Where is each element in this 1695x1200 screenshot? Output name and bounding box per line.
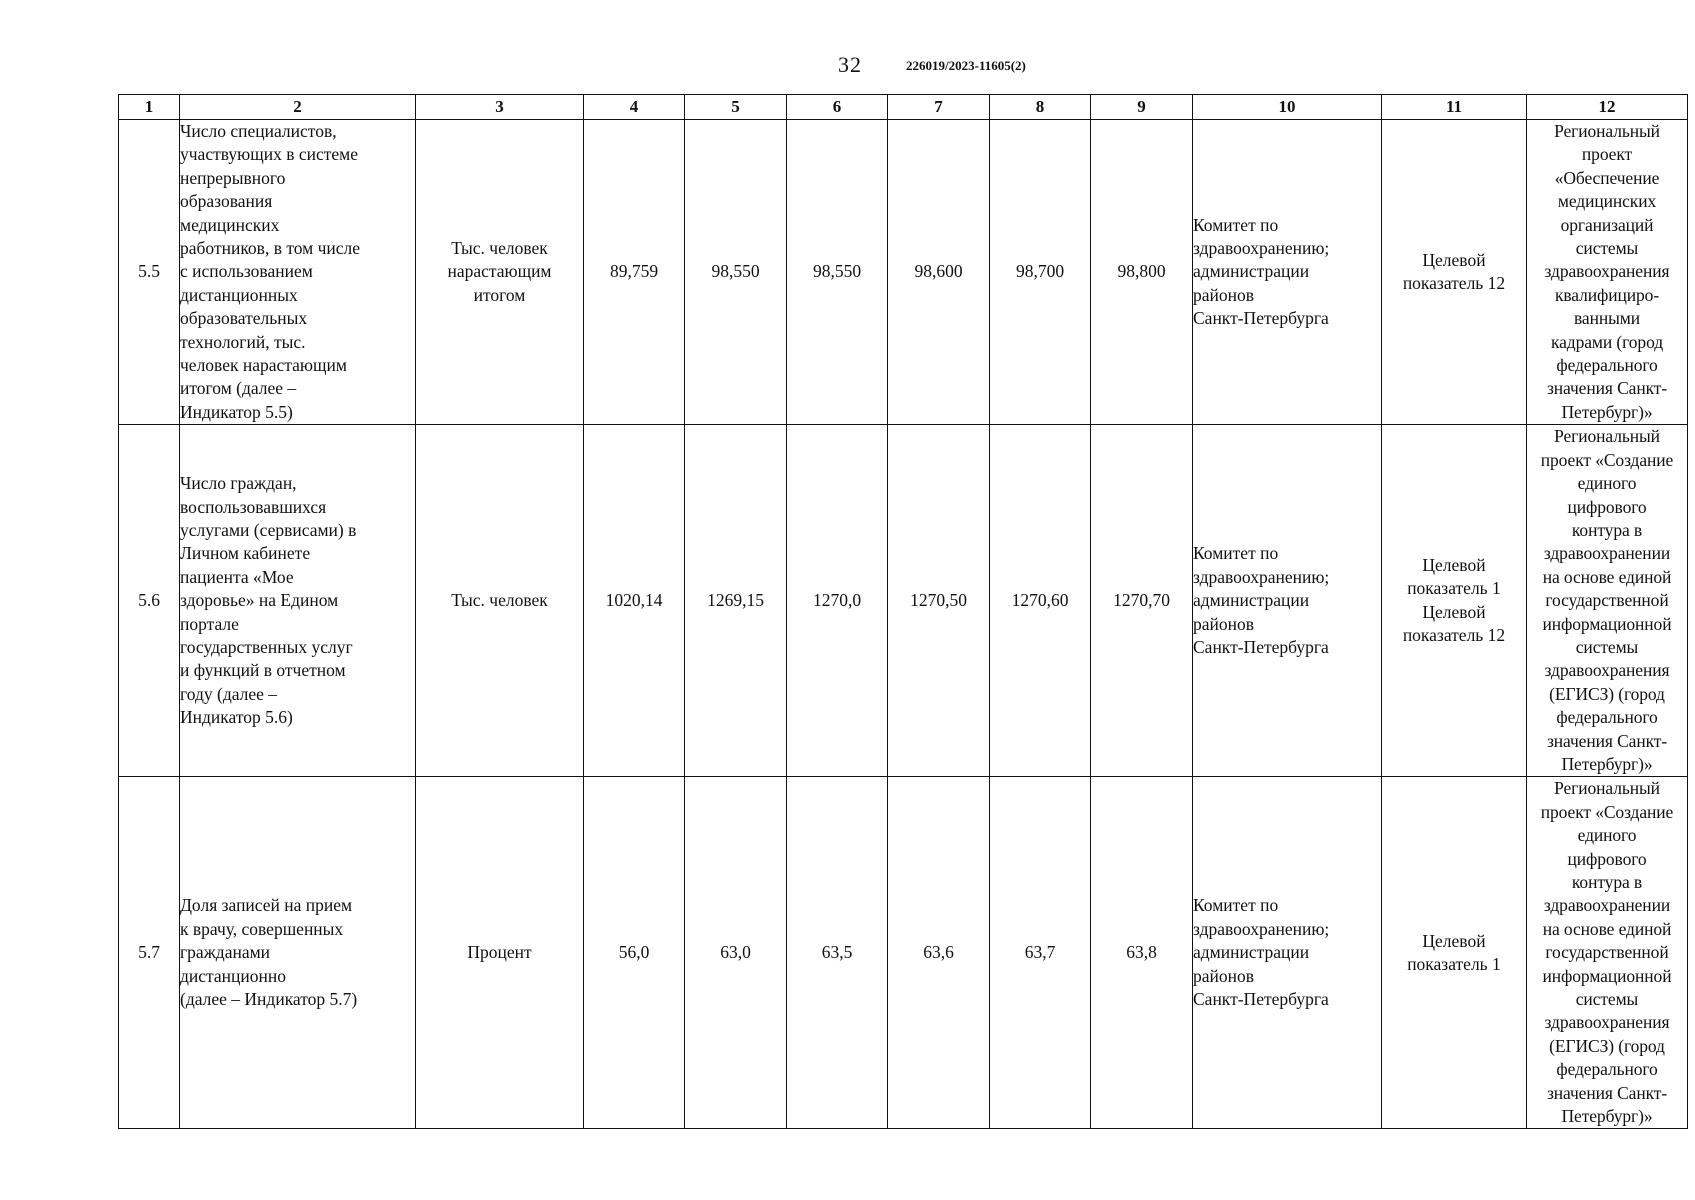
text-line: здоровье» на Едином [180, 590, 339, 611]
column-number: 9 [1091, 95, 1193, 120]
text-line: ванными [1573, 308, 1641, 329]
text-line: работников, в том числе [180, 238, 361, 259]
text-line: федерального [1556, 355, 1658, 376]
text-line: дистанционных [180, 284, 298, 305]
text-line: гражданами [180, 942, 271, 963]
text-line: цифрового [1567, 496, 1647, 517]
value-cell: 1270,50 [888, 425, 990, 777]
text-line: районов [1193, 965, 1255, 986]
text-line: проект [1581, 144, 1633, 165]
unit-cell [416, 777, 584, 1129]
text-line: районов [1193, 284, 1255, 305]
text-line: с использованием [180, 261, 313, 282]
column-number: 6 [787, 95, 888, 120]
text-line: федерального [1556, 707, 1658, 728]
text-line: системы [1575, 989, 1639, 1010]
text-line: Тыс. человек [451, 238, 548, 259]
indicator-description [180, 777, 416, 1129]
value-cell: 63,8 [1091, 777, 1193, 1129]
text-line: Доля записей на прием [180, 895, 353, 916]
text-line: единого [1577, 473, 1637, 494]
text-line: воспользовавшихся [180, 496, 327, 517]
table-row [119, 120, 1688, 425]
text-line: организаций [1560, 214, 1654, 235]
text-line: Личном кабинете [180, 543, 311, 564]
text-line: итогом (далее – [180, 378, 297, 399]
text-line: Региональный [1554, 778, 1660, 799]
text-line: «Обеспечение [1554, 167, 1660, 188]
text-line: Число специалистов, [180, 121, 337, 141]
text-line: Санкт-Петербурга [1193, 636, 1329, 657]
text-line: районов [1193, 613, 1255, 634]
value-cell: 89,759 [584, 120, 685, 425]
value-cell: 63,0 [685, 777, 787, 1129]
target-cell [1382, 120, 1527, 425]
text-line: и функций в отчетном [180, 660, 346, 681]
text-line: администрации [1193, 590, 1310, 611]
text-line: медицинских [180, 214, 280, 235]
text-line: значения Санкт- [1546, 730, 1668, 751]
value-cell: 1269,15 [685, 425, 787, 777]
text-line: (далее – Индикатор 5.7) [180, 989, 358, 1010]
text-line: Санкт-Петербурга [1193, 308, 1329, 329]
text-line: системы [1575, 636, 1639, 657]
text-line: здравоохранении [1543, 895, 1671, 916]
text-line: (ЕГИСЗ) (город [1549, 1035, 1665, 1056]
text-line: Петербург)» [1561, 753, 1653, 774]
text-line: Региональный [1554, 426, 1660, 447]
row-id: 5.7 [119, 777, 180, 1129]
text-line: Индикатор 5.5) [180, 401, 293, 422]
text-line: участвующих в системе [180, 144, 358, 165]
target-cell [1382, 425, 1527, 777]
unit-cell [416, 120, 584, 425]
value-cell: 98,800 [1091, 120, 1193, 425]
value-cell: 63,5 [787, 777, 888, 1129]
column-number-row [119, 95, 1688, 120]
text-line: государственной [1545, 942, 1669, 963]
text-line: цифрового [1567, 848, 1647, 869]
text-line: здравоохранению; [1193, 918, 1330, 939]
value-cell: 56,0 [584, 777, 685, 1129]
text-line: проект «Создание [1540, 449, 1674, 470]
text-line: системы [1575, 238, 1639, 259]
text-line: проект «Создание [1540, 801, 1674, 822]
project-cell [1527, 777, 1688, 1129]
text-line: Петербург)» [1561, 1106, 1653, 1127]
indicator-description [180, 425, 416, 777]
text-line: году (далее – [180, 683, 278, 704]
value-cell: 63,7 [990, 777, 1091, 1129]
responsible-cell [1193, 777, 1382, 1129]
column-number: 3 [416, 95, 584, 120]
text-line: здравоохранения [1544, 660, 1670, 681]
text-line: портале [180, 613, 239, 634]
text-line: непрерывного [180, 167, 286, 188]
text-line: к врачу, совершенных [180, 918, 344, 939]
text-line: государственных услуг [180, 636, 353, 657]
text-line: нарастающим [447, 261, 552, 282]
text-line: (ЕГИСЗ) (город [1549, 683, 1665, 704]
text-line: федерального [1556, 1059, 1658, 1080]
text-line: человек нарастающим [180, 355, 347, 376]
text-line: администрации [1193, 261, 1310, 282]
column-number: 1 [119, 95, 180, 120]
text-line: значения Санкт- [1546, 378, 1668, 399]
text-line: Региональный [1554, 121, 1660, 141]
column-number: 11 [1382, 95, 1527, 120]
column-number: 10 [1193, 95, 1382, 120]
table-row [119, 777, 1688, 1129]
row-id: 5.6 [119, 425, 180, 777]
text-line: контура в [1571, 872, 1643, 892]
value-cell: 63,6 [888, 777, 990, 1129]
column-number: 7 [888, 95, 990, 120]
text-line: квалифициро- [1554, 284, 1660, 305]
text-line: здравоохранению; [1193, 238, 1330, 259]
text-line: Целевой [1422, 601, 1486, 622]
text-line: показатель 12 [1402, 625, 1506, 646]
text-line: технологий, тыс. [180, 331, 306, 352]
text-line: образовательных [180, 308, 308, 329]
page-number: 32 [838, 52, 862, 77]
text-line: информационной [1542, 965, 1672, 986]
text-line: Число граждан, [180, 473, 297, 494]
column-number: 5 [685, 95, 787, 120]
value-cell: 1270,0 [787, 425, 888, 777]
text-line: показатель 1 [1407, 578, 1501, 599]
text-line: информационной [1542, 613, 1672, 634]
target-cell [1382, 777, 1527, 1129]
indicator-description [180, 120, 416, 425]
document-number: 226019/2023-11605(2) [906, 58, 1026, 73]
value-cell: 98,550 [685, 120, 787, 425]
text-line: здравоохранения [1544, 1012, 1670, 1033]
table-row [119, 425, 1688, 777]
text-line: администрации [1193, 942, 1310, 963]
text-line: кадрами (город [1550, 331, 1664, 352]
text-line: на основе единой [1542, 918, 1672, 939]
text-line: пациента «Мое [180, 566, 294, 587]
text-line: Процент [467, 942, 532, 963]
text-line: Целевой [1422, 249, 1486, 270]
column-number: 8 [990, 95, 1091, 120]
column-number: 2 [180, 95, 416, 120]
text-line: медицинских [1557, 191, 1657, 212]
text-line: единого [1577, 825, 1637, 846]
text-line: показатель 12 [1402, 273, 1506, 294]
text-line: здравоохранения [1544, 261, 1670, 282]
text-line: контура в [1571, 519, 1643, 540]
text-line: образования [180, 191, 273, 212]
value-cell: 1270,70 [1091, 425, 1193, 777]
text-line: на основе единой [1542, 566, 1672, 587]
indicators-table [118, 94, 1688, 1129]
text-line: Тыс. человек [451, 590, 548, 611]
unit-cell [416, 425, 584, 777]
column-number: 12 [1527, 95, 1688, 120]
column-number: 4 [584, 95, 685, 120]
value-cell: 98,700 [990, 120, 1091, 425]
value-cell: 1270,60 [990, 425, 1091, 777]
text-line: дистанционно [180, 965, 286, 986]
text-line: Санкт-Петербурга [1193, 989, 1329, 1010]
responsible-cell [1193, 425, 1382, 777]
text-line: здравоохранению; [1193, 566, 1330, 587]
value-cell: 98,550 [787, 120, 888, 425]
text-line: Целевой [1422, 555, 1486, 576]
value-cell: 1020,14 [584, 425, 685, 777]
text-line: государственной [1545, 590, 1669, 611]
value-cell: 98,600 [888, 120, 990, 425]
text-line: значения Санкт- [1546, 1082, 1668, 1103]
text-line: итогом [473, 284, 526, 305]
text-line: Целевой [1422, 930, 1486, 951]
text-line: Комитет по [1193, 895, 1279, 916]
project-cell [1527, 425, 1688, 777]
project-cell [1527, 120, 1688, 425]
page-header [0, 52, 1695, 84]
text-line: Комитет по [1193, 214, 1279, 235]
text-line: здравоохранении [1543, 543, 1671, 564]
text-line: Индикатор 5.6) [180, 707, 293, 728]
text-line: показатель 1 [1407, 953, 1501, 974]
text-line: услугами (сервисами) в [180, 519, 357, 540]
text-line: Петербург)» [1561, 401, 1653, 422]
responsible-cell [1193, 120, 1382, 425]
text-line: Комитет по [1193, 543, 1279, 564]
row-id: 5.5 [119, 120, 180, 425]
